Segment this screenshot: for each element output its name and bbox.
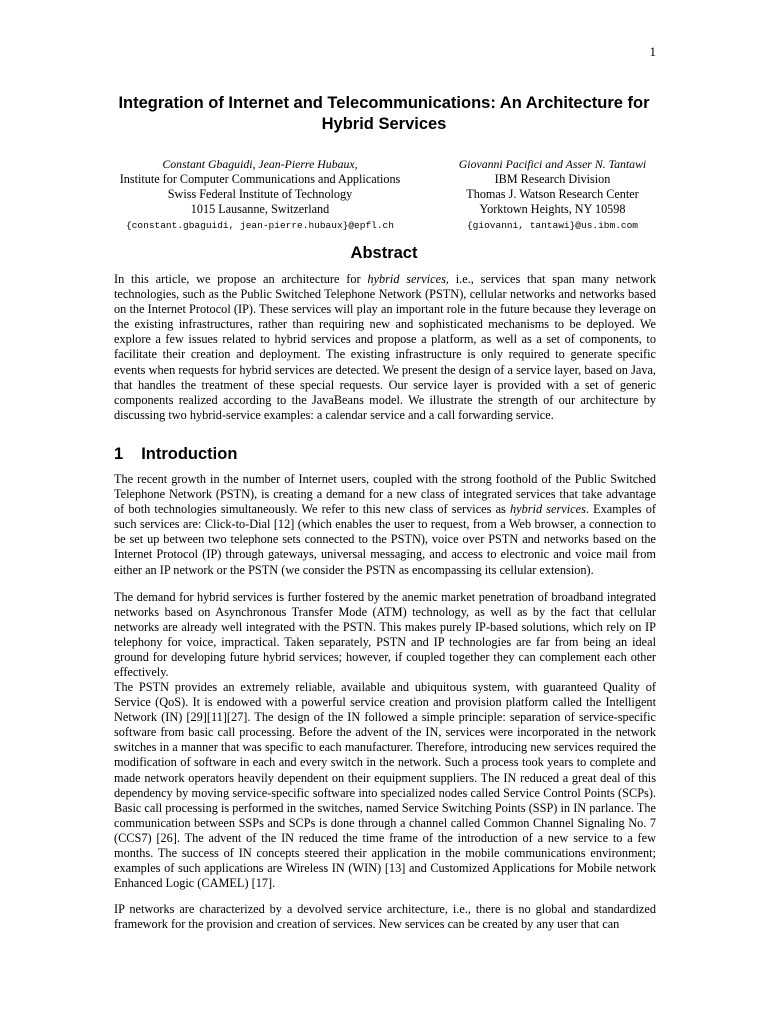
emphasis-text: hybrid services, xyxy=(367,272,449,286)
author-names: Giovanni Pacifici and Asser N. Tantawi xyxy=(458,157,647,171)
author-block-ibm xyxy=(420,157,685,233)
paper-title: Integration of Internet and Telecommunications: An Architecture for Hybrid Services xyxy=(118,94,650,133)
author-address: Yorktown Heights, NY 10598 xyxy=(479,202,626,216)
abstract-text: In this article, we propose an architecture for hybrid services, i.e., services that span many network technologies, such as the Public Switched Telephone Network (PSTN), cellular networks and networks based on the Internet Protocol (IP). These services will play an important role in the future because they leverage on the existing infrastructures, rather than requiring new and sophisticated mechanisms to be deployed. We explore a few issues related to hybrid services and propose a platform, as well as a set of components, to facilitate their creation and deployment. The existing infrastructure is only required to generate specific events when requests for hybrid services are detected. We present the design of a service layer, based on Java, that handles the treatment of these special requests. Our service layer is provided with a set of generic components realized according to the JavaBeans model. We illustrate the strength of our architecture by discussing two hybrid-service examples: a calendar service and a call forwarding service. xyxy=(114,272,656,422)
author-email: {giovanni, tantawi}@us.ibm.com xyxy=(466,220,639,231)
page-number: 1 xyxy=(649,44,656,59)
author-email: {constant.gbaguidi, jean-pierre.hubaux}@epfl.ch xyxy=(126,220,394,231)
author-affiliation: Swiss Federal Institute of Technology xyxy=(167,187,353,201)
author-affiliation: Institute for Computer Communications and Applications xyxy=(119,172,401,186)
emphasis-text: hybrid services xyxy=(509,502,586,517)
author-affiliation: Thomas J. Watson Research Center xyxy=(466,187,639,201)
section-heading xyxy=(114,445,237,464)
body-paragraph: The PSTN provides an extremely reliable, available and ubiquitous system, with guaranteed Quality of Service (QoS). It is endowed with a powerful service creation and provision platform called the Intelligent Network (IN) [29][11][27]. The design of the IN followed a simple principle: separation of service-specific software from basic call processing. Before the advent of the IN, services were incorporated in the network switches in a manner that was specific to each manufacturer. Therefore, introducing new services required the modification of software in each and every switch in the network. Such a process took years to complete and made network operators heavily dependent on their equipment suppliers. The IN reduced a great deal of this dependency by moving service-specific software into specialized nodes called Service Control Points (SCPs). Basic call processing is performed in the switches, named Service Switching Points (SSP) in IN parlance. The communication between SSPs and SCPs is done through a channel called Common Channel Signaling No. 7 (CCS7) [26]. The advent of the IN reduced the time frame of the introduction of a new service to a few months. The success of IN concepts steered their application in the mobile communications environment; examples of such applications are Wireless IN (WIN) [13] and Customized Applications for Mobile network Enhanced Logic (CAMEL) [17]. xyxy=(114,680,656,891)
section-number: 1 xyxy=(114,445,124,463)
body-paragraph: The recent growth in the number of Internet users, coupled with the strong foothold of the Public Switched Telephone Network (PSTN), is creating a demand for a new class of integrated services that take advantage of both technologies simultaneously. We refer to this new class of services as hybrid services. Examples of such services are: Click-to-Dial [12] (which enables the user to request, from a Web browser, a connection to be set up between two telephone sets connected to the PSTN), voice over PSTN and networks based on the Internet Protocol (IP) through gateways, universal messaging, and access to electronic and voice mail from either an IP network or the PSTN (we consider the PSTN as encompassing its cellular extension). xyxy=(114,472,656,577)
body-paragraph: The demand for hybrid services is further fostered by the anemic market penetration of broadband integrated networks based on Asynchronous Transfer Mode (ATM) technology, as well as by the fact that cellular networks are already well integrated with the PSTN. This makes purely IP-based solutions, which rely on IP telephony for voice, impractical. Taken separately, PSTN and IP technologies are far from being an ideal ground for developing future hybrid services; however, if coupled together they can complement each other effectively. xyxy=(114,590,656,680)
author-block-epfl xyxy=(100,157,420,233)
body-paragraph: IP networks are characterized by a devolved service architecture, i.e., there is no global and standardized framework for the provision and creation of services. New services can be created by any user that can xyxy=(114,902,656,932)
author-names: Constant Gbaguidi, Jean-Pierre Hubaux, xyxy=(162,157,358,171)
abstract-heading: Abstract xyxy=(350,244,418,262)
author-affiliation: IBM Research Division xyxy=(494,172,611,186)
author-address: 1015 Lausanne, Switzerland xyxy=(190,202,330,216)
section-title: Introduction xyxy=(141,445,238,463)
